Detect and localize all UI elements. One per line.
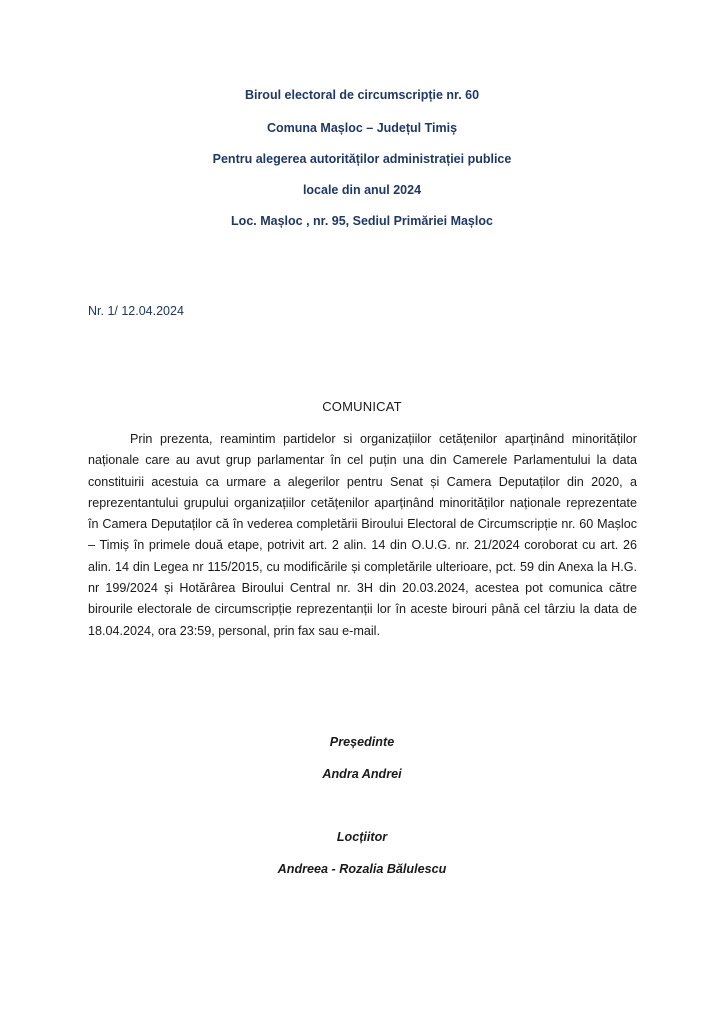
header-office-line: Biroul electoral de circumscripție nr. 60 — [244, 88, 480, 102]
header-election-line: Pentru alegerea autorităților administrației publice — [212, 152, 512, 166]
president-title: Președinte — [329, 735, 395, 749]
header-year-line: locale din anul 2024 — [302, 183, 422, 197]
header-address-line: Loc. Mașloc , nr. 95, Sediul Primăriei Mașloc — [231, 214, 493, 228]
document-title: COMUNICAT — [322, 399, 402, 414]
deputy-name: Andreea - Rozalia Bălulescu — [277, 862, 447, 876]
header-commune-line: Comuna Mașloc – Județul Timiș — [266, 121, 458, 135]
deputy-title: Locțiitor — [336, 830, 388, 844]
president-name: Andra Andrei — [322, 767, 402, 781]
document-number: Nr. 1/ 12.04.2024 — [88, 304, 184, 318]
document-body: Prin prezenta, reamintim partidelor si organizațiilor cetățenilor aparținând minorităților naționale care au avut grup parlamentar în cel puțin una din Camerele Parlamentului la data constituirii acestuia ca urmare a alegerilor pentru Senat și Camera Deputaților din 2020, a reprezentantului grupului organizațiilor cetățenilor aparținând minorităților naționale reprezentate în Camera Deputaților că în vederea completării Biroului Electoral de Circumscripție nr. 60 Mașloc – Timiș în primele două etape, potrivit art. 2 alin. 14 din O.U.G. nr. 21/2024 coroborat cu art. 26 alin. 14 din Legea nr 115/2015, cu modificările și completările ulterioare, pct. 59 din Anexa la H.G. nr 199/2024 și Hotărârea Biroului Central nr. 3H din 20.03.2024, acestea pot comunica către birourile electorale de circumscripție reprezentanții lor în aceste birouri până cel târziu la data de 18.04.2024, ora 23:59, personal, prin fax sau e-mail. — [88, 432, 637, 638]
